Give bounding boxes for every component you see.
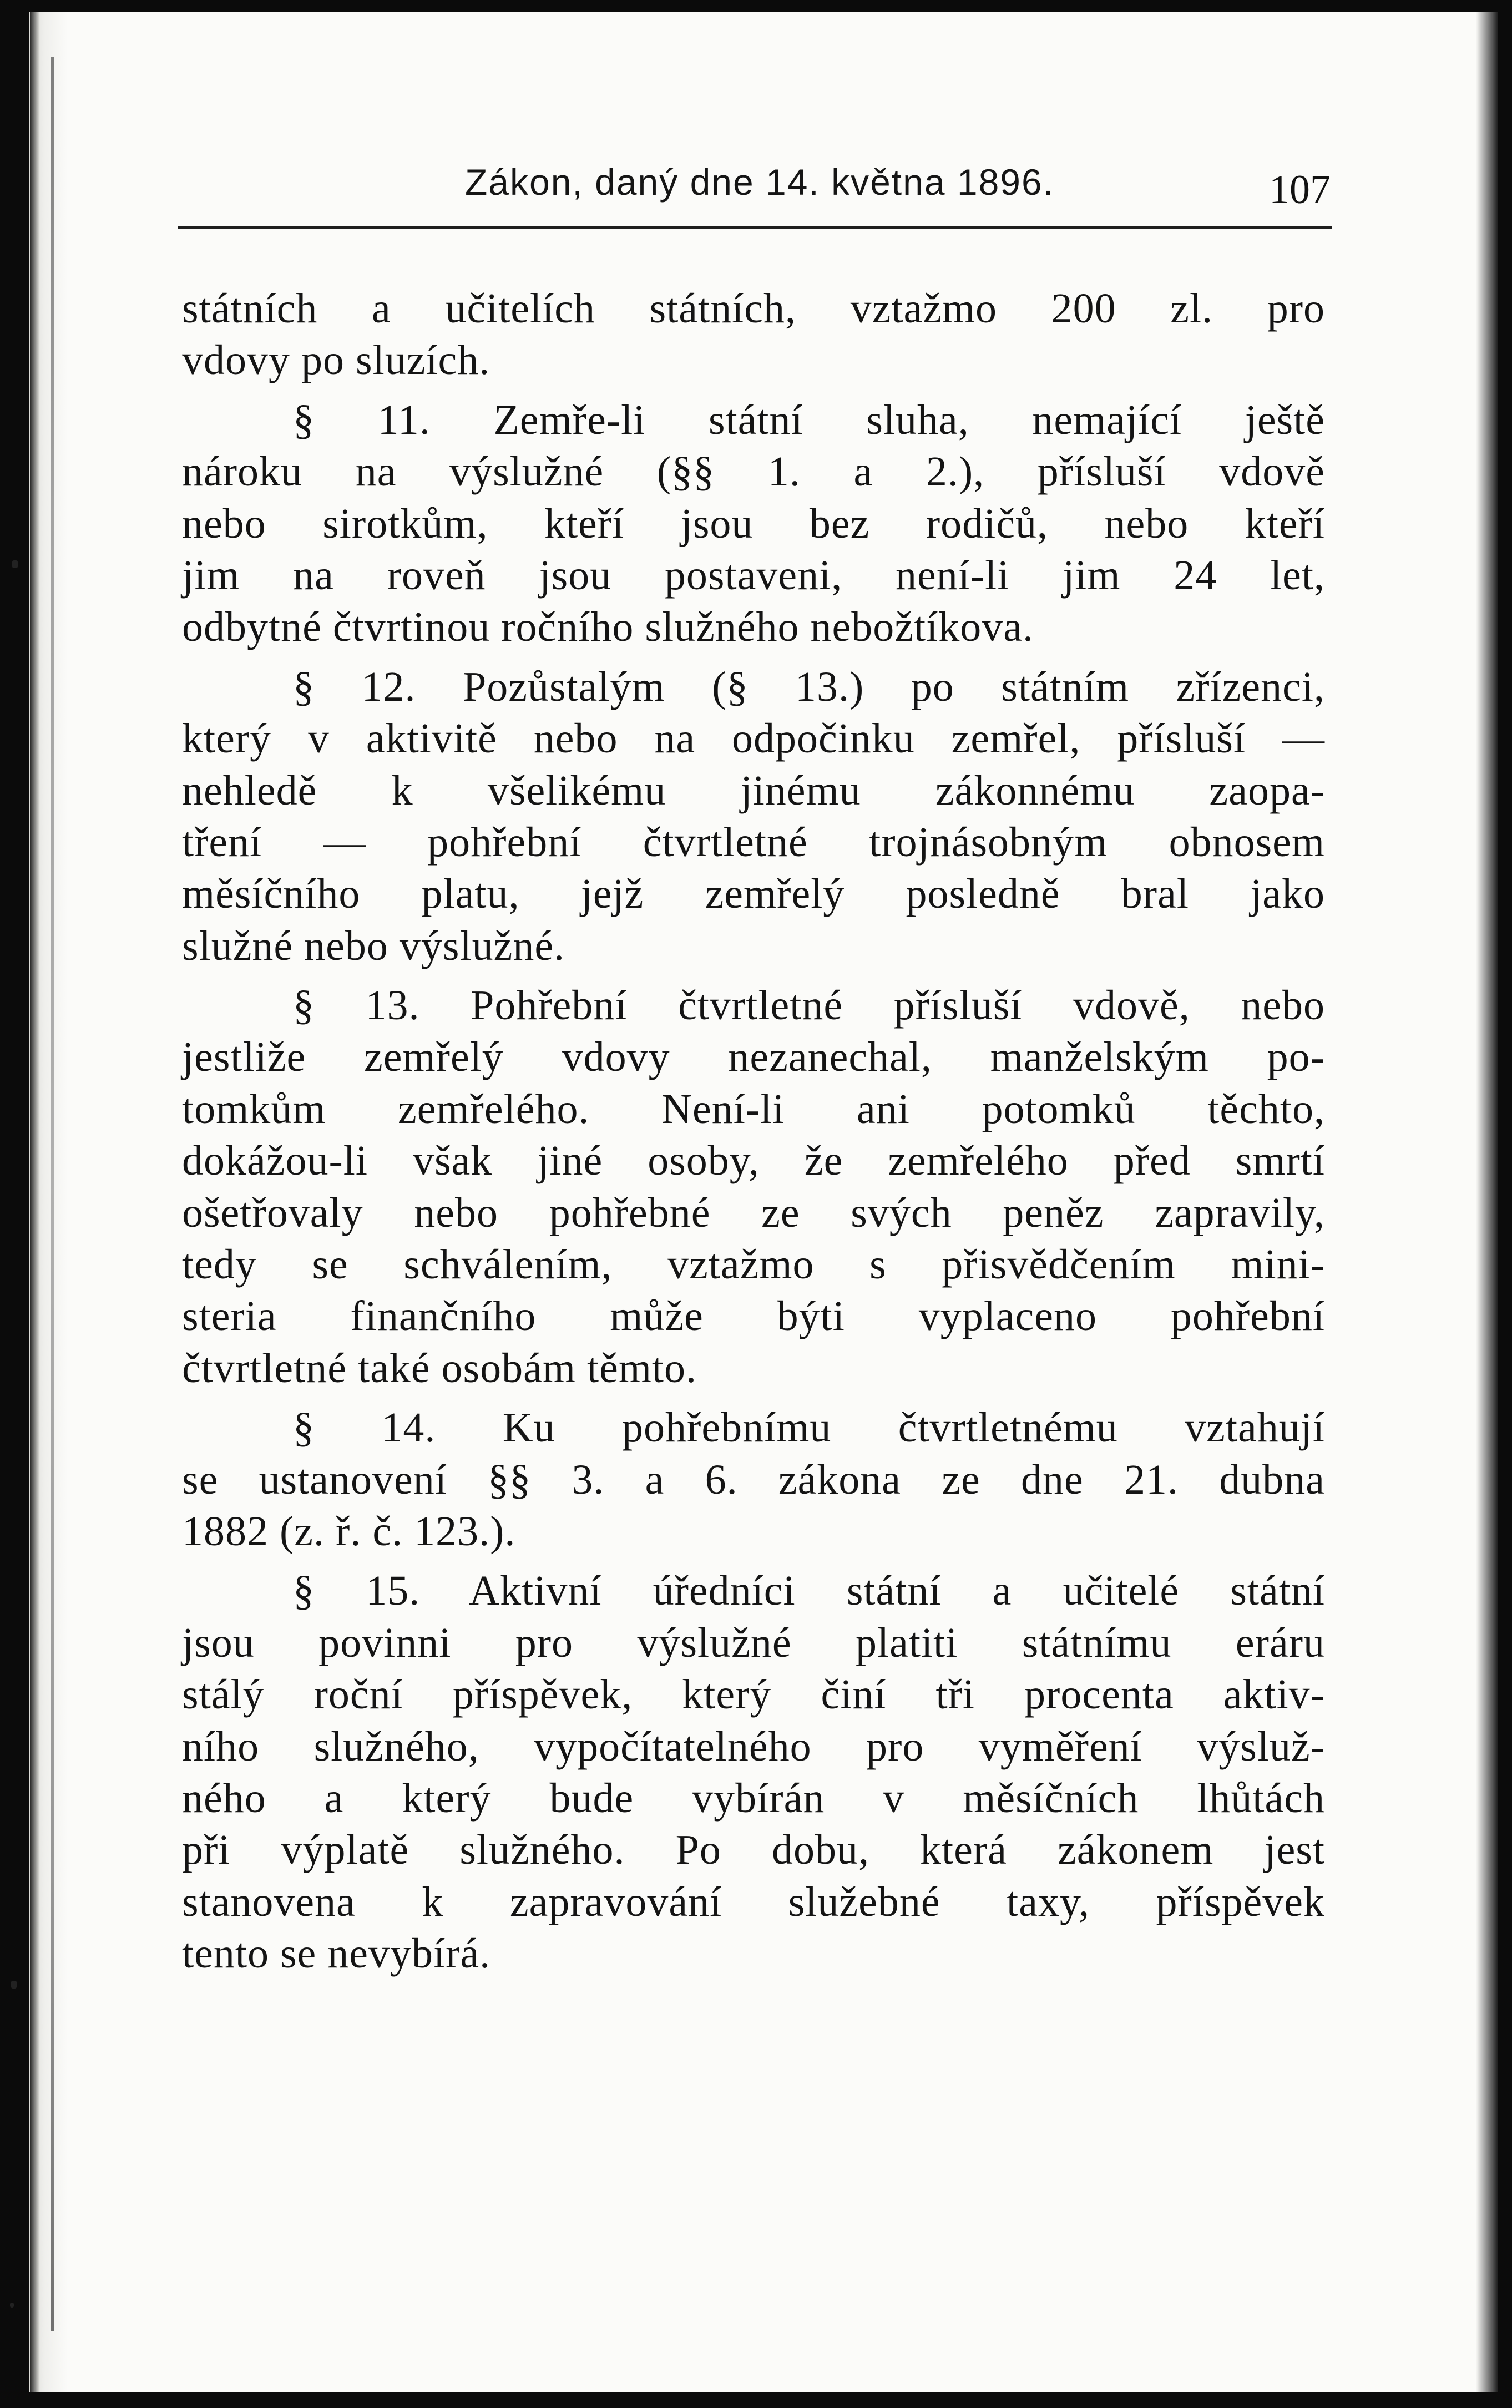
section-14-heading-line: § 14. Ku pohřebnímu čtvrtletnému vztahují (293, 1404, 1325, 1451)
text-line: vdovy po sluzích. (182, 337, 490, 384)
page-header (182, 161, 1331, 222)
scan-speck (10, 2303, 14, 2308)
text-line: při výplatě služného. Po dobu, která zákonem jest (182, 1827, 1325, 1874)
section-15-heading-line: § 15. Aktivní úředníci státní a učitelé státní (293, 1567, 1325, 1615)
section-12-heading-line: § 12. Pozůstalým (§ 13.) po státním zřízenci, (293, 663, 1325, 710)
text-line: nároku na výslužné (§§ 1. a 2.), přísluší vdově (182, 448, 1325, 495)
text-line: tento se nevybírá. (182, 1930, 491, 1977)
text-line: tření — pohřební čtvrtletné trojnásobným obnosem (182, 818, 1325, 866)
text-line: tomkům zemřelého. Není-li ani potomků těchto, (182, 1085, 1325, 1132)
text-line: ního služného, vypočítatelného pro vyměření výsluž- (182, 1723, 1325, 1770)
text-line: steria finančního může býti vyplaceno pohřební (182, 1293, 1325, 1340)
scan-speck (12, 560, 18, 568)
text-line: jestliže zemřelý vdovy nezanechal, manželským po- (182, 1034, 1325, 1081)
text-line: státních a učitelích státních, vztažmo 200 zl. pro (182, 285, 1325, 332)
text-line: měsíčního platu, jejž zemřelý posledně bral jako (182, 871, 1325, 918)
text-line: ného a který bude vybírán v měsíčních lhůtách (182, 1774, 1325, 1822)
section-13-heading-line: § 13. Pohřební čtvrtletné přísluší vdově, nebo (293, 982, 1325, 1029)
body-text (182, 283, 1325, 1980)
running-title: Zákon, daný dne 14. května 1896. (465, 161, 1055, 203)
header-rule (178, 226, 1332, 229)
binding-line (51, 57, 54, 2331)
text-line: se ustanovení §§ 3. a 6. zákona ze dne 21. dubna (182, 1456, 1325, 1503)
text-line: který v aktivitě nebo na odpočinku zemřel, přísluší — (182, 715, 1325, 762)
scan-speck (11, 1981, 17, 1989)
text-line: čtvrtletné také osobám těmto. (182, 1344, 697, 1392)
binding-edge (30, 12, 40, 2392)
text-line: nebo sirotkům, kteří jsou bez rodičů, nebo kteří (182, 500, 1325, 547)
text-line: jsou povinni pro výslužné platiti státnímu eráru (182, 1619, 1325, 1666)
text-line: stálý roční příspěvek, který činí tři procenta aktiv- (182, 1671, 1325, 1718)
page-number: 107 (1269, 167, 1331, 213)
text-line: stanovena k zapravování služebné taxy, příspěvek (182, 1878, 1325, 1925)
text-line: tedy se schválením, vztažmo s přisvědčením mini- (182, 1241, 1325, 1288)
text-line: ošetřovaly nebo pohřebné ze svých peněz zapravily, (182, 1189, 1325, 1236)
text-line: 1882 (z. ř. č. 123.). (182, 1507, 516, 1555)
section-11-heading-line: § 11. Zemře-li státní sluha, nemající ještě (293, 396, 1325, 443)
text-line: nehledě k všelikému jinému zákonnému zaopa- (182, 767, 1325, 814)
text-line: jim na roveň jsou postaveni, není-li jim 24 let, (182, 552, 1325, 599)
text-line: dokážou-li však jiné osoby, že zemřelého před smrtí (182, 1137, 1325, 1185)
page-right-edge (1476, 12, 1498, 2392)
text-line: odbytné čtvrtinou ročního služného nebožtíkova. (182, 604, 1034, 651)
text-line: služné nebo výslužné. (182, 922, 565, 969)
